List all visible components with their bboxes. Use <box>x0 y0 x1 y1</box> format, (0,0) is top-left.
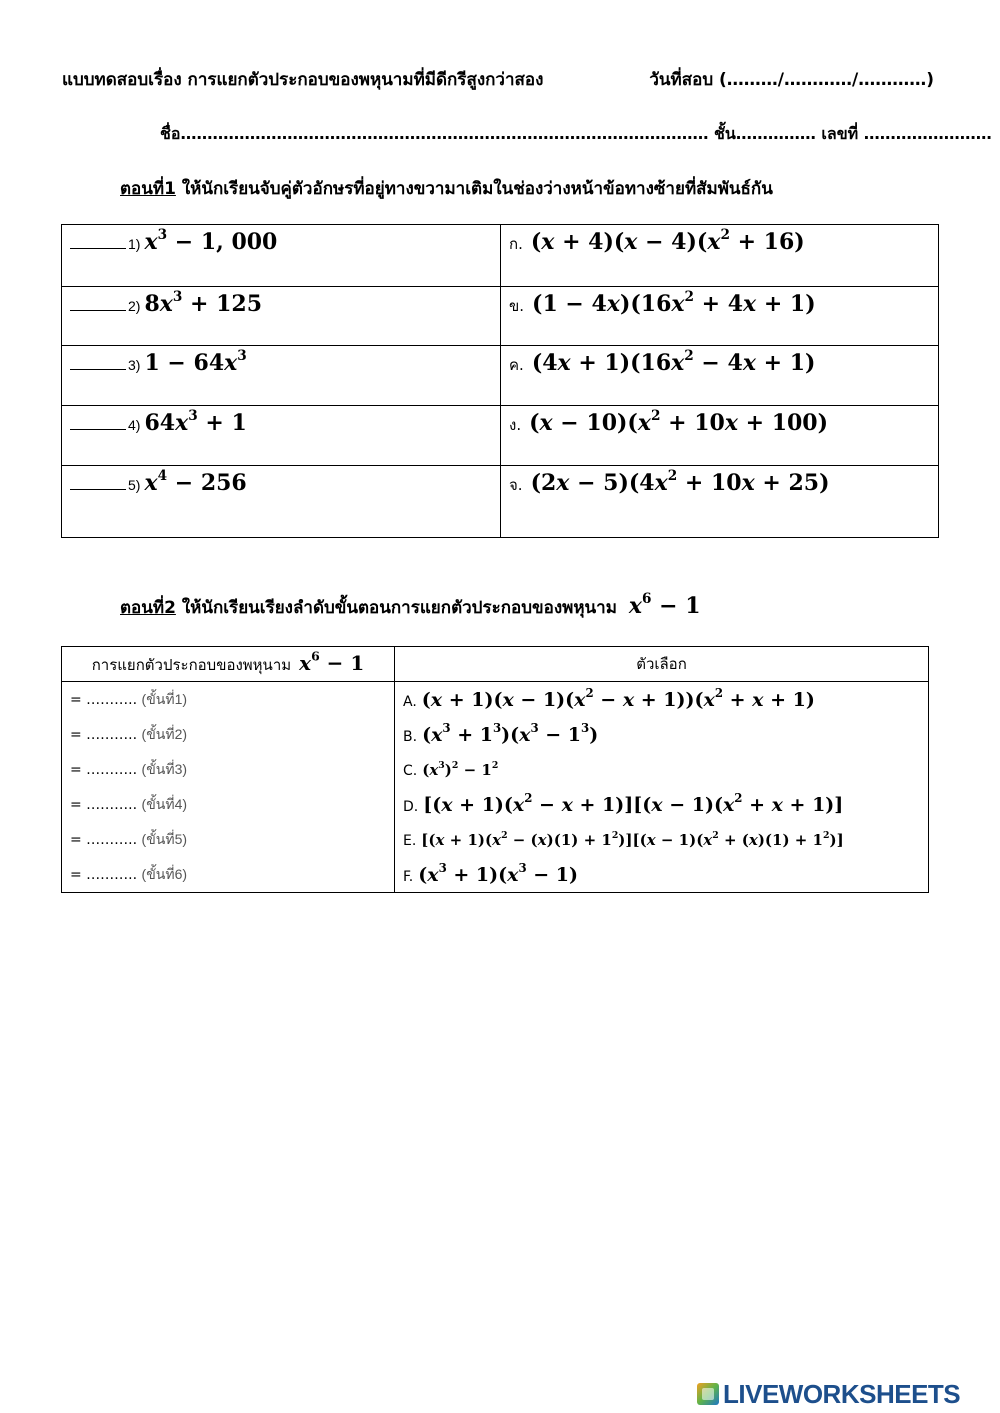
student-name-field: ชื่อ……………………………………………………………………………………… <box>160 124 709 143</box>
step-slot[interactable]: = ……….. (ขั้นที่6) <box>62 857 395 893</box>
question-number: 5) <box>128 477 141 493</box>
step-slot[interactable]: = ……….. (ขั้นที่1) <box>62 682 395 718</box>
choice-expression: $(x - 10)(x^2 + 10x + 100)$ <box>529 407 829 436</box>
question-expression: $64x^3 + 1$ <box>144 407 247 436</box>
choice-expression: $(2x - 5)(4x^2 + 10x + 25)$ <box>530 467 830 496</box>
question-expression: $1 - 64x^3$ <box>144 347 247 376</box>
choice-letter: ง. <box>509 416 522 434</box>
choice-expression: $(x + 4)(x - 4)(x^2 + 16)$ <box>530 226 805 255</box>
option-expression: $[(x + 1)(x^2 - x + 1)][(x - 1)(x^2 + x + 1)]$ <box>423 790 844 816</box>
question-number: 2) <box>128 298 141 314</box>
answer-blank[interactable] <box>70 415 126 430</box>
step-slot[interactable]: = ……….. (ขั้นที่4) <box>62 787 395 822</box>
option-letter: D. <box>403 798 419 815</box>
table-row <box>62 287 939 346</box>
choice-letter: ก. <box>509 235 523 253</box>
step-label: (ขั้นที่5) <box>141 830 188 847</box>
table-header-row <box>62 647 929 682</box>
column-header-steps: การแยกตัวประกอบของพหุนาม $x^6 - 1$ <box>62 647 395 682</box>
choice-expression: $(4x + 1)(16x^2 - 4x + 1)$ <box>531 347 816 376</box>
exam-date-field: วันที่สอบ (………/…………/…………) <box>649 70 934 90</box>
choice-letter: ข. <box>509 297 525 315</box>
header <box>62 64 942 94</box>
question-expression: $x^3 - 1$, 000 <box>144 226 278 255</box>
option-cell[interactable] <box>395 752 929 787</box>
option-expression: $[(x + 1)(x^2 - (x)(1) + 1^2)][(x - 1)(x^2 + (x)(1) + 1^2)]$ <box>421 830 844 849</box>
option-letter: E. <box>403 833 417 849</box>
table-row <box>62 752 929 787</box>
part1-label: ตอนที่1 <box>120 179 176 199</box>
answer-blank[interactable] <box>70 296 126 311</box>
question-cell <box>62 406 501 466</box>
part2-polynomial: $x^6 - 1$ <box>628 590 701 619</box>
answer-blank[interactable] <box>70 234 126 249</box>
liveworksheets-logo <box>697 1380 960 1408</box>
option-expression: $(x^3 + 1)(x^3 - 1)$ <box>418 860 579 886</box>
option-cell[interactable] <box>395 822 929 857</box>
option-letter: C. <box>403 763 418 779</box>
choice-cell <box>501 406 939 466</box>
option-cell[interactable] <box>395 717 929 752</box>
table-row <box>62 225 939 287</box>
choice-letter: จ. <box>509 476 523 494</box>
option-cell[interactable] <box>395 682 929 718</box>
step-label: (ขั้นที่3) <box>141 760 188 777</box>
question-expression: $x^4 - 256$ <box>144 467 247 496</box>
student-info-line <box>160 122 992 147</box>
step-slot[interactable]: = ……….. (ขั้นที่2) <box>62 717 395 752</box>
step-label: (ขั้นที่2) <box>141 725 188 742</box>
table-row <box>62 857 929 893</box>
option-letter: F. <box>403 868 414 885</box>
column-header-options: ตัวเลือก <box>395 647 929 682</box>
logo-icon <box>697 1383 719 1405</box>
step-label: (ขั้นที่6) <box>141 865 188 882</box>
question-cell <box>62 466 501 538</box>
table-row <box>62 682 929 718</box>
part2-label: ตอนที่2 <box>120 598 176 618</box>
option-cell[interactable] <box>395 787 929 822</box>
choice-cell <box>501 466 939 538</box>
table-row <box>62 406 939 466</box>
part2-instruction: ให้นักเรียนเรียงลำดับขั้นตอนการแยกตัวประกอบของพหุนาม <box>181 598 617 618</box>
choice-cell <box>501 346 939 406</box>
logo-text: LIVEWORKSHEETS <box>723 1378 961 1409</box>
option-letter: A. <box>403 693 417 710</box>
question-number: 3) <box>128 357 141 373</box>
question-number: 4) <box>128 417 141 433</box>
choice-cell <box>501 225 939 287</box>
question-number: 1) <box>128 236 141 252</box>
question-cell <box>62 287 501 346</box>
step-slot[interactable]: = ……….. (ขั้นที่3) <box>62 752 395 787</box>
table-row <box>62 787 929 822</box>
student-number-field: เลขที่ …………………… <box>821 124 992 143</box>
table-row <box>62 346 939 406</box>
option-cell[interactable] <box>395 857 929 893</box>
choice-letter: ค. <box>509 356 524 374</box>
table-row <box>62 822 929 857</box>
step-label: (ขั้นที่1) <box>141 690 188 707</box>
option-letter: B. <box>403 728 418 745</box>
answer-blank[interactable] <box>70 355 126 370</box>
student-class-field: ชั้น…………… <box>714 124 816 143</box>
table-row <box>62 466 939 538</box>
answer-blank[interactable] <box>70 475 126 490</box>
step-slot[interactable]: = ……….. (ขั้นที่5) <box>62 822 395 857</box>
matching-table <box>61 224 939 538</box>
question-expression: $8x^3 + 125$ <box>144 288 263 317</box>
option-expression: $(x^3 + 1^3)(x^3 - 1^3)$ <box>422 720 599 746</box>
part1-instruction: ให้นักเรียนจับคู่ตัวอักษรที่อยู่ทางขวามาเติมในช่องว่างหน้าข้อทางซ้ายที่สัมพันธ์กัน <box>181 179 773 199</box>
step-label: (ขั้นที่4) <box>141 795 188 812</box>
part2-heading <box>120 590 701 621</box>
option-expression: $(x + 1)(x - 1)(x^2 - x + 1))(x^2 + x + 1)$ <box>421 685 815 711</box>
choice-expression: $(1 - 4x)(16x^2 + 4x + 1)$ <box>532 288 816 317</box>
option-expression: $(x^3)^2 - 1^2$ <box>422 760 499 779</box>
ordering-table <box>61 646 929 893</box>
question-cell <box>62 225 501 287</box>
worksheet-title: แบบทดสอบเรื่อง การแยกตัวประกอบของพหุนามที่มีดีกรีสูงกว่าสอง <box>62 70 544 90</box>
part1-heading <box>120 175 773 202</box>
question-cell <box>62 346 501 406</box>
table-row <box>62 717 929 752</box>
choice-cell <box>501 287 939 346</box>
